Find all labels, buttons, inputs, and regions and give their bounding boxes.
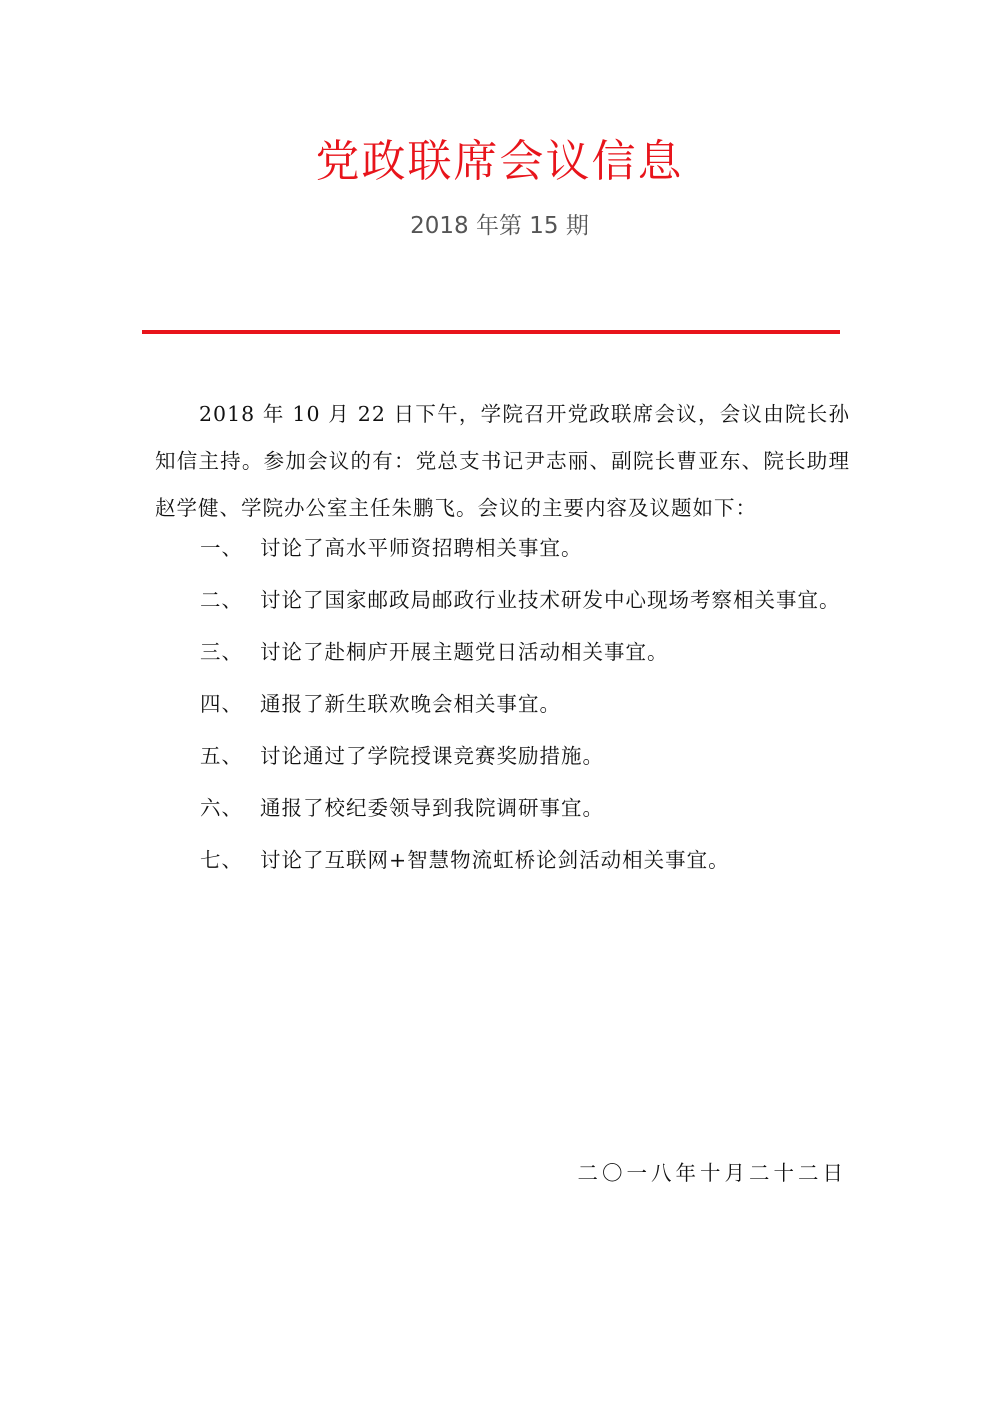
item-number: 六、: [200, 796, 243, 820]
item-number: 四、: [200, 692, 243, 716]
list-item: [0, 522, 999, 574]
list-item: [0, 834, 999, 886]
item-number: 一、: [200, 536, 243, 560]
list-item: [0, 730, 999, 782]
item-text: 通报了新生联欢晚会相关事宜。: [260, 692, 561, 716]
list-item: [0, 574, 999, 626]
item-text: 讨论通过了学院授课竞赛奖励措施。: [260, 744, 604, 768]
item-text: 讨论了高水平师资招聘相关事宜。: [260, 536, 583, 560]
item-text: 讨论了国家邮政局邮政行业技术研发中心现场考察相关事宜。: [260, 588, 841, 612]
list-item: [0, 626, 999, 678]
item-number: 七、: [200, 848, 243, 872]
list-item: [0, 678, 999, 730]
issue-number: 2018 年第 15 期: [410, 213, 589, 239]
intro-paragraph: 2018 年 10 月 22 日下午，学院召开党政联席会议，会议由院长孙知信主持。参加会议的有：党总支书记尹志丽、副院长曹亚东、院长助理赵学健、学院办公室主任朱鹏飞。会议的主要内容及议题如下：: [155, 401, 850, 520]
item-number: 五、: [200, 744, 243, 768]
document-date: 二〇一八年十月二十二日: [577, 1161, 847, 1185]
document-title: 党政联席会议信息: [315, 136, 684, 187]
red-divider: [142, 330, 840, 334]
item-text: 讨论了互联网+智慧物流虹桥论剑活动相关事宜。: [260, 848, 730, 872]
item-text: 讨论了赴桐庐开展主题党日活动相关事宜。: [260, 640, 669, 664]
item-number: 二、: [200, 588, 243, 612]
list-item: [0, 782, 999, 834]
item-number: 三、: [200, 640, 243, 664]
agenda-list: [0, 522, 999, 886]
item-text: 通报了校纪委领导到我院调研事宜。: [260, 796, 604, 820]
